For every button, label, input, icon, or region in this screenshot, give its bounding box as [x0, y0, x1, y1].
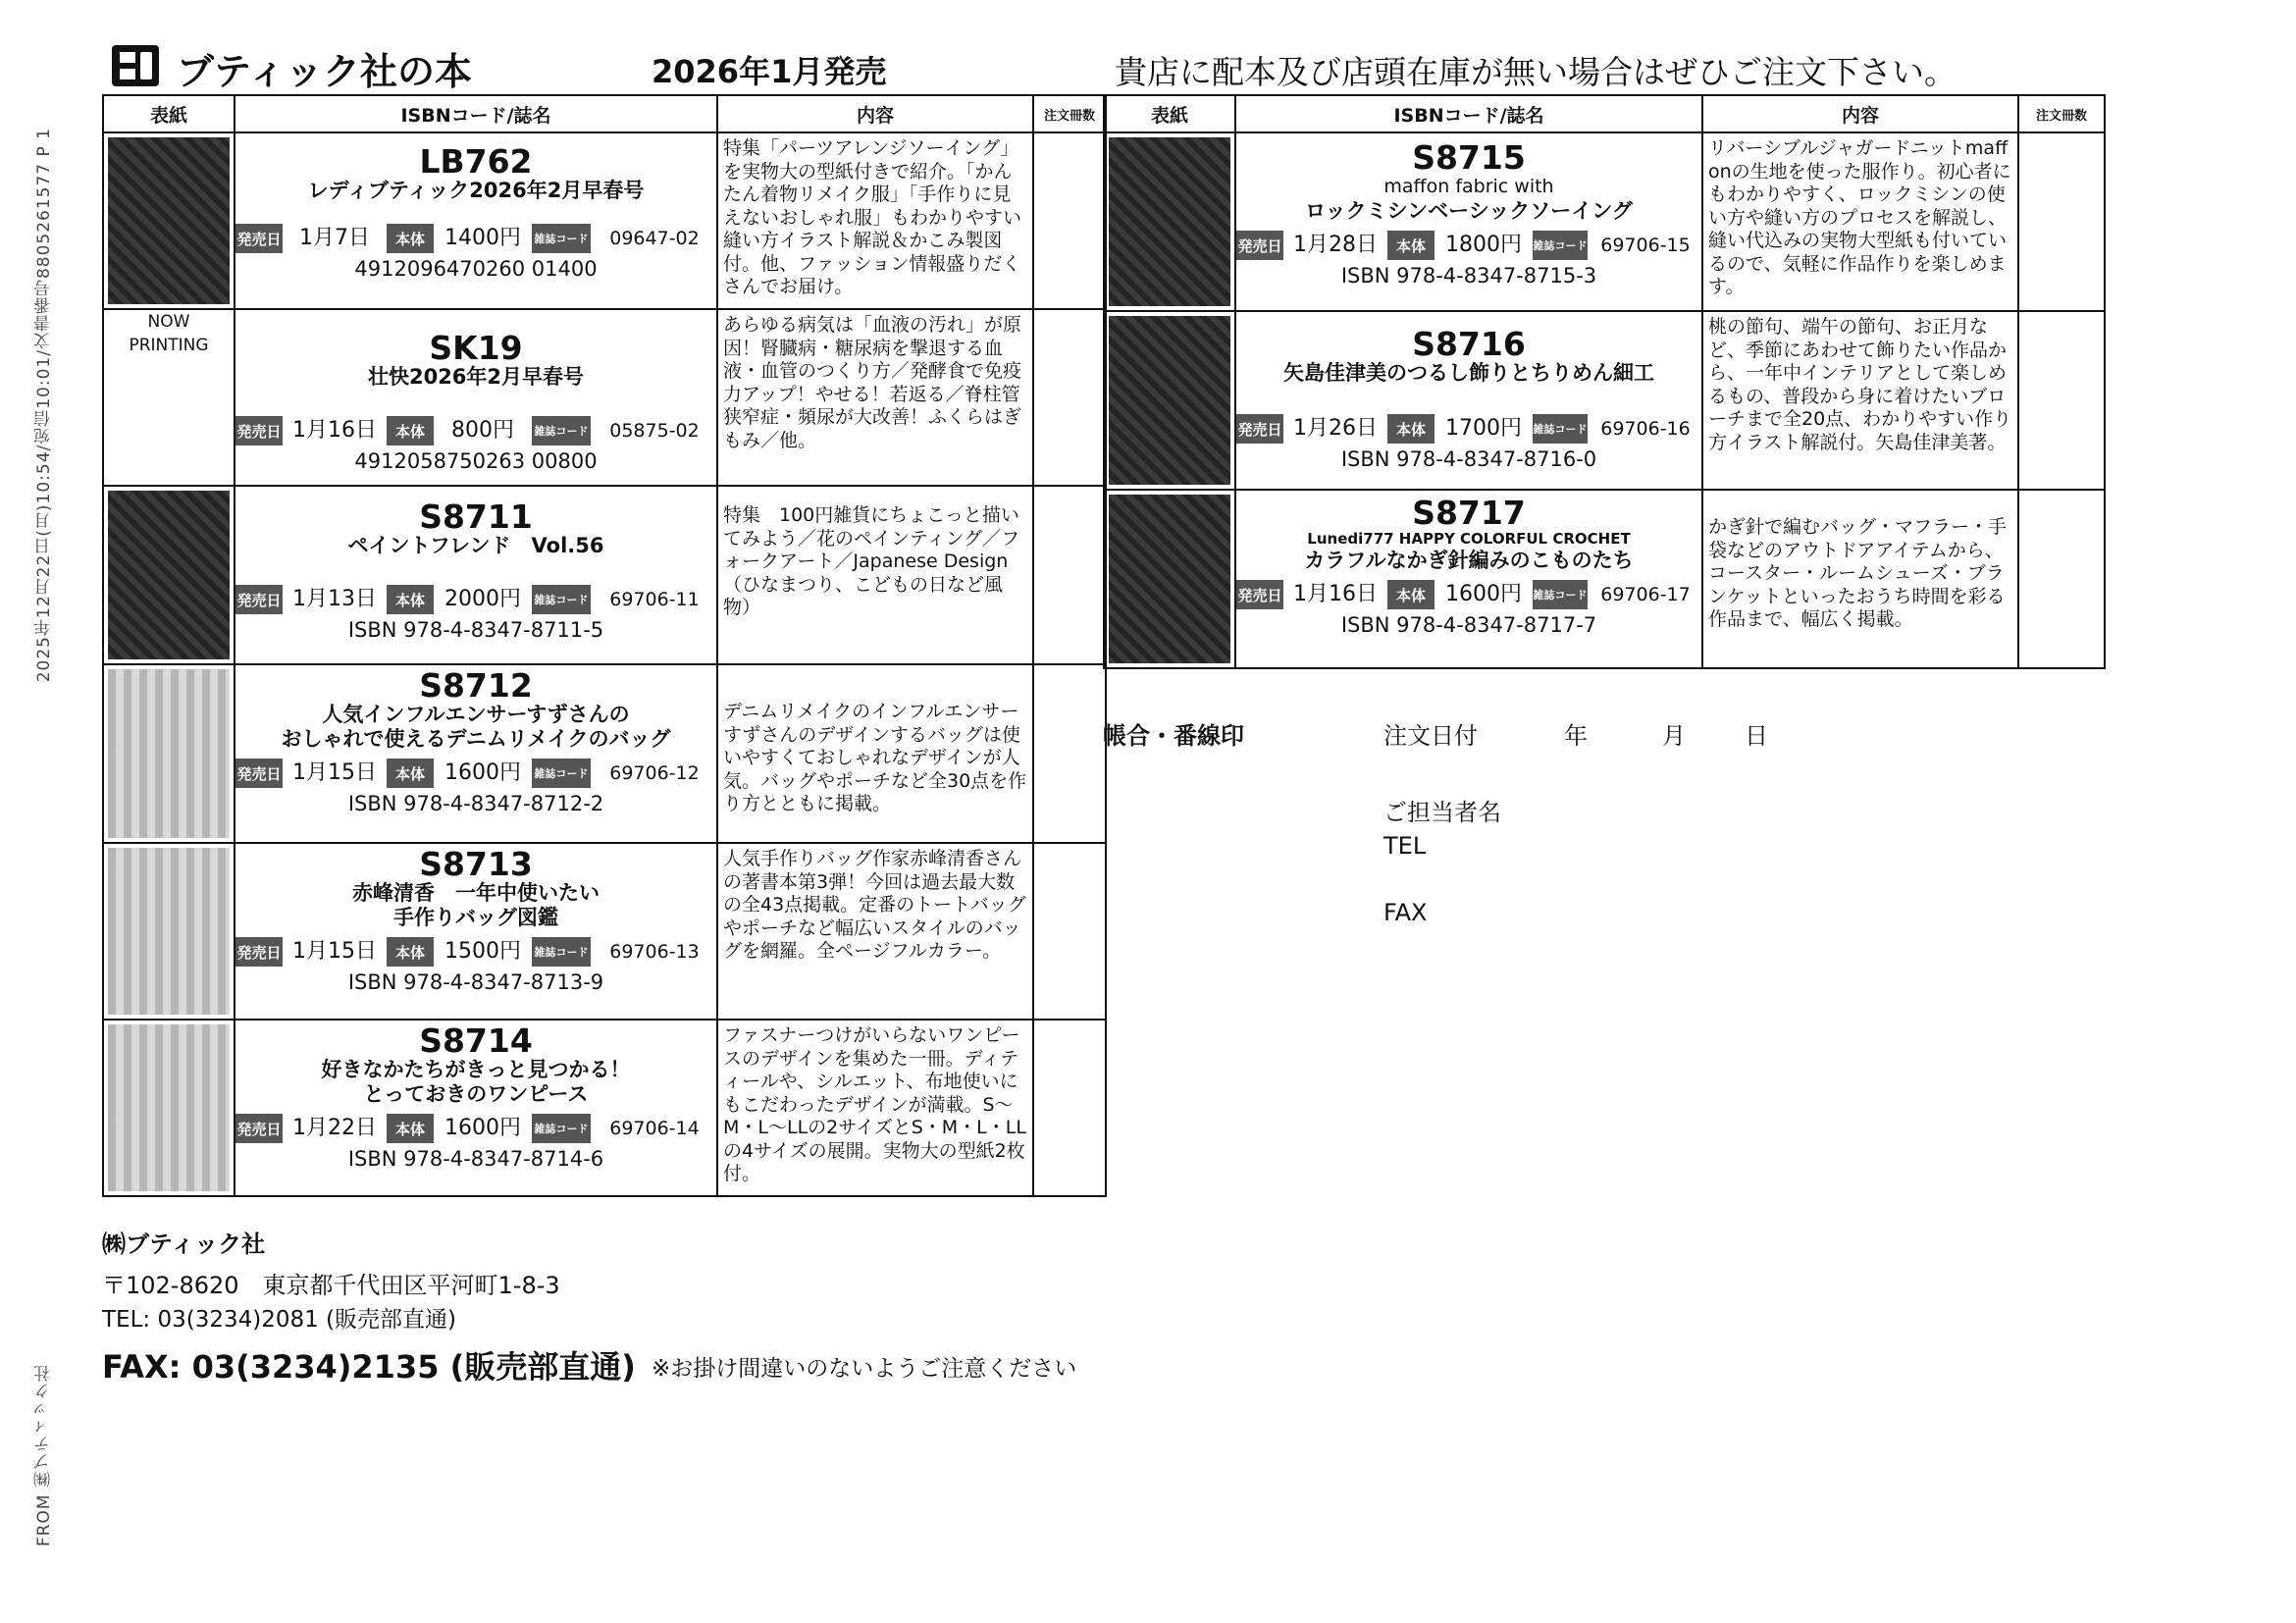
col-isbn-title: ISBNコード/誌名 — [1235, 95, 1702, 132]
footer-tel: TEL: 03(3234)2081 (販売部直通) — [102, 1307, 456, 1333]
release-date: 1月16日 — [292, 418, 377, 443]
col-content: 内容 — [1702, 95, 2018, 132]
fax-label: FAX — [1383, 899, 1428, 926]
contact-name-label: ご担当者名 — [1383, 799, 1501, 826]
publisher-title: ブティック社の本 — [177, 50, 472, 93]
content-cell: 特集「パーツアレンジソーイング」を実物大の型紙付きで紹介。「かんたん着物リメイク服」「手作りに見えないおしゃれ服」もわかりやすい縫い方イラスト解説＆かこみ製図付。他、ファッション情報盛りだくさんでお届け。 — [717, 132, 1033, 309]
mag-code: 69706-16 — [1600, 418, 1691, 440]
mag-code: 69706-14 — [609, 1118, 700, 1139]
cover-image — [108, 137, 230, 304]
book-info-row — [235, 1111, 716, 1146]
mag-code-label: 雑誌コード — [532, 937, 591, 967]
book-info-row — [1236, 228, 1701, 263]
book-code: S8716 — [1412, 325, 1526, 363]
book-title: カラフルなかぎ針編みのこものたち — [1304, 549, 1634, 572]
book-title-line2: とっておきのワンピース — [363, 1082, 589, 1106]
price-label: 本体 — [1387, 414, 1435, 444]
price-label: 本体 — [387, 1114, 434, 1143]
qty-cell[interactable] — [1033, 1020, 1106, 1196]
content-cell: あらゆる病気は「血液の汚れ」が原因！腎臓病・糖尿病を撃退する血液・血管のつくり方／発酵食で免疫力アップ！やせる！若返る／脊柱管狭窄症・頻尿が大改善！ふくらはぎもみ／他。 — [717, 309, 1033, 486]
book-code: S8711 — [419, 497, 533, 536]
col-cover: 表紙 — [103, 95, 235, 132]
order-year-label: 年 — [1564, 722, 1588, 750]
cover-cell — [103, 843, 235, 1020]
cover-image — [108, 491, 230, 659]
isbn: ISBN 978-4-8347-8713-9 — [347, 970, 604, 994]
now-printing-label: NOW PRINTING — [129, 312, 209, 355]
cover-cell — [103, 486, 235, 664]
col-isbn-title: ISBNコード/誌名 — [235, 95, 717, 132]
isbn-title-cell — [1235, 311, 1702, 490]
price-label: 本体 — [387, 759, 434, 788]
isbn-title-cell — [235, 309, 717, 486]
price: 1800円 — [1445, 233, 1522, 257]
qty-cell[interactable] — [2018, 311, 2105, 490]
price-label: 本体 — [1387, 580, 1435, 609]
mag-code: 69706-11 — [609, 589, 700, 610]
col-content: 内容 — [717, 95, 1033, 132]
price: 1500円 — [444, 939, 521, 964]
price: 1600円 — [444, 1116, 521, 1140]
book-code: S8714 — [419, 1021, 533, 1060]
book-title: 赤峰清香 一年中使いたい — [352, 881, 600, 905]
book-row — [1104, 490, 2105, 668]
isbn: 4912096470260 01400 — [354, 257, 598, 281]
qty-cell[interactable] — [1033, 486, 1106, 664]
book-title: ロックミシンベーシックソーイング — [1305, 199, 1633, 223]
isbn-title-cell — [235, 843, 717, 1020]
release-date-label: 発売日 — [1236, 414, 1283, 444]
release-date-label: 発売日 — [235, 937, 283, 967]
release-date-label: 発売日 — [235, 416, 283, 445]
col-qty: 注文冊数 — [2018, 95, 2105, 132]
cover-image — [1109, 495, 1230, 663]
col-cover: 表紙 — [1104, 95, 1235, 132]
release-date: 1月16日 — [1293, 582, 1378, 606]
release-date-label: 発売日 — [235, 759, 283, 788]
book-title: レディブティック2026年2月早春号 — [307, 179, 645, 202]
footer-caution: ※お掛け間違いのないようご注意ください — [652, 1356, 1077, 1382]
content-cell: 特集 100円雑貨にちょこっと描いてみよう／花のペインティング／フォークアート／Japanese Design（ひなまつり、こどもの日など風物） — [717, 486, 1033, 664]
release-date: 1月7日 — [299, 226, 370, 250]
isbn: ISBN 978-4-8347-8716-0 — [1340, 447, 1597, 471]
tel-label: TEL — [1383, 832, 1427, 860]
book-info-row — [235, 756, 716, 791]
price: 800円 — [451, 418, 514, 443]
cover-cell — [1104, 132, 1235, 311]
footer-company: ㈱ブティック社 — [102, 1230, 266, 1258]
order-day-label: 日 — [1745, 722, 1768, 750]
price-label: 本体 — [387, 224, 434, 253]
book-title-line2: おしゃれで使えるデニムリメイクのバッグ — [281, 727, 671, 751]
book-row — [103, 1020, 1106, 1196]
qty-cell[interactable] — [1033, 843, 1106, 1020]
price-label: 本体 — [387, 416, 434, 445]
content-cell: 桃の節句、端午の節句、お正月など、季節にあわせて飾りたい作品から、一年中インテリアとして楽しめるもの、普段から身に着けたいブローチまで全20点、わかりやすい作り方イラスト解説付。矢島佳津美著。 — [1702, 311, 2018, 490]
book-row — [1104, 132, 2105, 311]
mag-code: 05875-02 — [609, 420, 700, 442]
cover-image — [108, 848, 230, 1015]
isbn: ISBN 978-4-8347-8717-7 — [1340, 613, 1597, 637]
book-code: S8712 — [419, 666, 533, 705]
mag-code-label: 雑誌コード — [532, 585, 591, 614]
book-row — [1104, 311, 2105, 490]
order-month-label: 月 — [1662, 722, 1686, 750]
cover-cell — [103, 664, 235, 843]
content-cell: ファスナーつけがいらないワンピースのデザインを集めた一冊。ディティールや、シルエット、布地使いにもこだわったデザインが満載。S～M・L～LLの2サイズとS・M・L・LLの4サイズの展開。実物大の型紙2枚付。 — [717, 1020, 1033, 1196]
content-cell: リバーシブルジャガードニットmaffonの生地を使った服作り。初心者にもわかりやすく、ロックミシンの使い方や縫い方のプロセスを解説し、縫い代込みの実物大型紙も付いているので、気軽に作品作りを楽しめます。 — [1702, 132, 2018, 311]
col-qty: 注文冊数 — [1033, 95, 1106, 132]
isbn-title-cell — [235, 486, 717, 664]
book-code: LB762 — [419, 142, 533, 181]
book-row — [103, 664, 1106, 843]
isbn: ISBN 978-4-8347-8711-5 — [347, 618, 604, 642]
cover-cell — [1104, 311, 1235, 490]
price: 1600円 — [1445, 582, 1522, 606]
cover-image — [108, 669, 230, 838]
book-row — [103, 132, 1106, 309]
cover-cell — [103, 1020, 235, 1196]
isbn: ISBN 978-4-8347-8714-6 — [347, 1147, 604, 1171]
qty-cell[interactable] — [2018, 132, 2105, 311]
release-date-label: 発売日 — [235, 585, 283, 614]
fax-header-stamp: 2025年12月22日(月)10:54/宛信10:01/文書番号8805261577 P 1 — [34, 128, 54, 683]
mag-code-label: 雑誌コード — [1533, 580, 1588, 609]
isbn: ISBN 978-4-8347-8715-3 — [1340, 264, 1597, 288]
book-code: S8717 — [1412, 494, 1526, 532]
book-info-row — [235, 582, 716, 617]
price-label: 本体 — [387, 937, 434, 967]
release-date: 1月26日 — [1293, 416, 1378, 441]
isbn: ISBN 978-4-8347-8712-2 — [347, 792, 604, 815]
book-row — [103, 843, 1106, 1020]
footer-address: 〒102-8620 東京都千代田区平河町1-8-3 — [102, 1272, 560, 1299]
content-cell: デニムリメイクのインフルエンサーすずさんのデザインするバッグは使いやすくておしゃれなデザインが人気。バッグやポーチなど全30点を作り方とともに掲載。 — [717, 664, 1033, 843]
order-date-label: 注文日付 — [1383, 722, 1478, 750]
stamp-label: 帳合・番線印 — [1103, 722, 1244, 750]
qty-cell[interactable] — [1033, 309, 1106, 486]
right-order-table — [1103, 94, 2106, 669]
release-date-label: 発売日 — [1236, 580, 1283, 609]
mag-code-label: 雑誌コード — [532, 224, 591, 253]
book-code: SK19 — [429, 329, 523, 367]
cover-cell — [103, 309, 235, 486]
isbn: 4912058750263 00800 — [354, 449, 598, 473]
release-month: 2026年1月発売 — [652, 53, 887, 90]
price: 1400円 — [444, 226, 521, 250]
mag-code: 69706-15 — [1600, 235, 1691, 256]
release-date: 1月22日 — [292, 1116, 377, 1140]
release-date: 1月15日 — [292, 939, 377, 964]
book-info-row — [235, 413, 716, 448]
mag-code-label: 雑誌コード — [532, 1114, 591, 1143]
release-date: 1月15日 — [292, 760, 377, 785]
release-date: 1月28日 — [1293, 233, 1378, 257]
book-title-line2: 手作りバッグ図鑑 — [393, 906, 558, 929]
left-order-table — [102, 94, 1107, 1197]
footer-fax: FAX: 03(3234)2135 (販売部直通) — [102, 1348, 636, 1386]
book-info-row — [235, 221, 716, 256]
price-label: 本体 — [1387, 231, 1435, 260]
qty-cell[interactable] — [2018, 490, 2105, 668]
book-code: S8715 — [1412, 138, 1526, 177]
fax-from-stamp: FROM ㈱ブティック社 — [34, 1364, 54, 1547]
book-title: ペイントフレンド Vol.56 — [347, 534, 604, 557]
order-notice: 貴店に配本及び店頭在庫が無い場合はぜひご注文下さい。 — [1115, 53, 1957, 91]
isbn-title-cell — [1235, 490, 1702, 668]
cover-image — [108, 1024, 230, 1191]
book-info-row — [1236, 411, 1701, 446]
price: 1600円 — [444, 760, 521, 785]
release-date-label: 発売日 — [235, 224, 283, 253]
isbn-title-cell — [235, 132, 717, 309]
book-row — [103, 309, 1106, 486]
mag-code-label: 雑誌コード — [1533, 231, 1588, 260]
qty-cell[interactable] — [1033, 132, 1106, 309]
mag-code: 09647-02 — [609, 228, 700, 249]
isbn-title-cell — [235, 664, 717, 843]
book-title: 好きなかたちがきっと見つかる！ — [321, 1058, 631, 1081]
cover-image — [1109, 137, 1230, 306]
book-title: 壮快2026年2月早春号 — [367, 365, 585, 389]
book-code: S8713 — [419, 845, 533, 883]
release-date-label: 発売日 — [235, 1114, 283, 1143]
qty-cell[interactable] — [1033, 664, 1106, 843]
price: 1700円 — [1445, 416, 1522, 441]
isbn-title-cell — [1235, 132, 1702, 311]
isbn-title-cell — [235, 1020, 717, 1196]
mag-code: 69706-17 — [1600, 584, 1691, 605]
mag-code-label: 雑誌コード — [1533, 414, 1588, 444]
book-info-row — [1236, 577, 1701, 612]
mag-code-label: 雑誌コード — [532, 759, 591, 788]
book-row — [103, 486, 1106, 664]
release-date: 1月13日 — [292, 587, 377, 611]
price: 2000円 — [444, 587, 521, 611]
page-header — [110, 41, 2229, 92]
cover-image — [1109, 316, 1230, 485]
book-subtitle: maffon fabric with — [1383, 176, 1554, 197]
mag-code: 69706-12 — [609, 762, 700, 784]
release-date-label: 発売日 — [1236, 231, 1283, 260]
mag-code-label: 雑誌コード — [532, 416, 591, 445]
content-cell: 人気手作りバッグ作家赤峰清香さんの著書本第3弾！今回は過去最大数の全43点掲載。定番のトートバッグやポーチなど幅広いスタイルのバッグを網羅。全ページフルカラー。 — [717, 843, 1033, 1020]
cover-cell — [1104, 490, 1235, 668]
price-label: 本体 — [387, 585, 434, 614]
book-title: 矢島佳津美のつるし飾りとちりめん細工 — [1283, 361, 1654, 385]
content-cell: かぎ針で編むバッグ・マフラー・手袋などのアウトドアアイテムから、コースター・ルームシューズ・ブランケットといったおうち時間を彩る作品まで、幅広く掲載。 — [1702, 490, 2018, 668]
mag-code: 69706-13 — [609, 941, 700, 963]
book-title: 人気インフルエンサーすずさんの — [322, 703, 630, 726]
book-info-row — [235, 934, 716, 969]
cover-cell — [103, 132, 235, 309]
book-subtitle: Lunedi777 HAPPY COLORFUL CROCHET — [1307, 530, 1631, 548]
boutique-logo-icon — [110, 43, 161, 88]
